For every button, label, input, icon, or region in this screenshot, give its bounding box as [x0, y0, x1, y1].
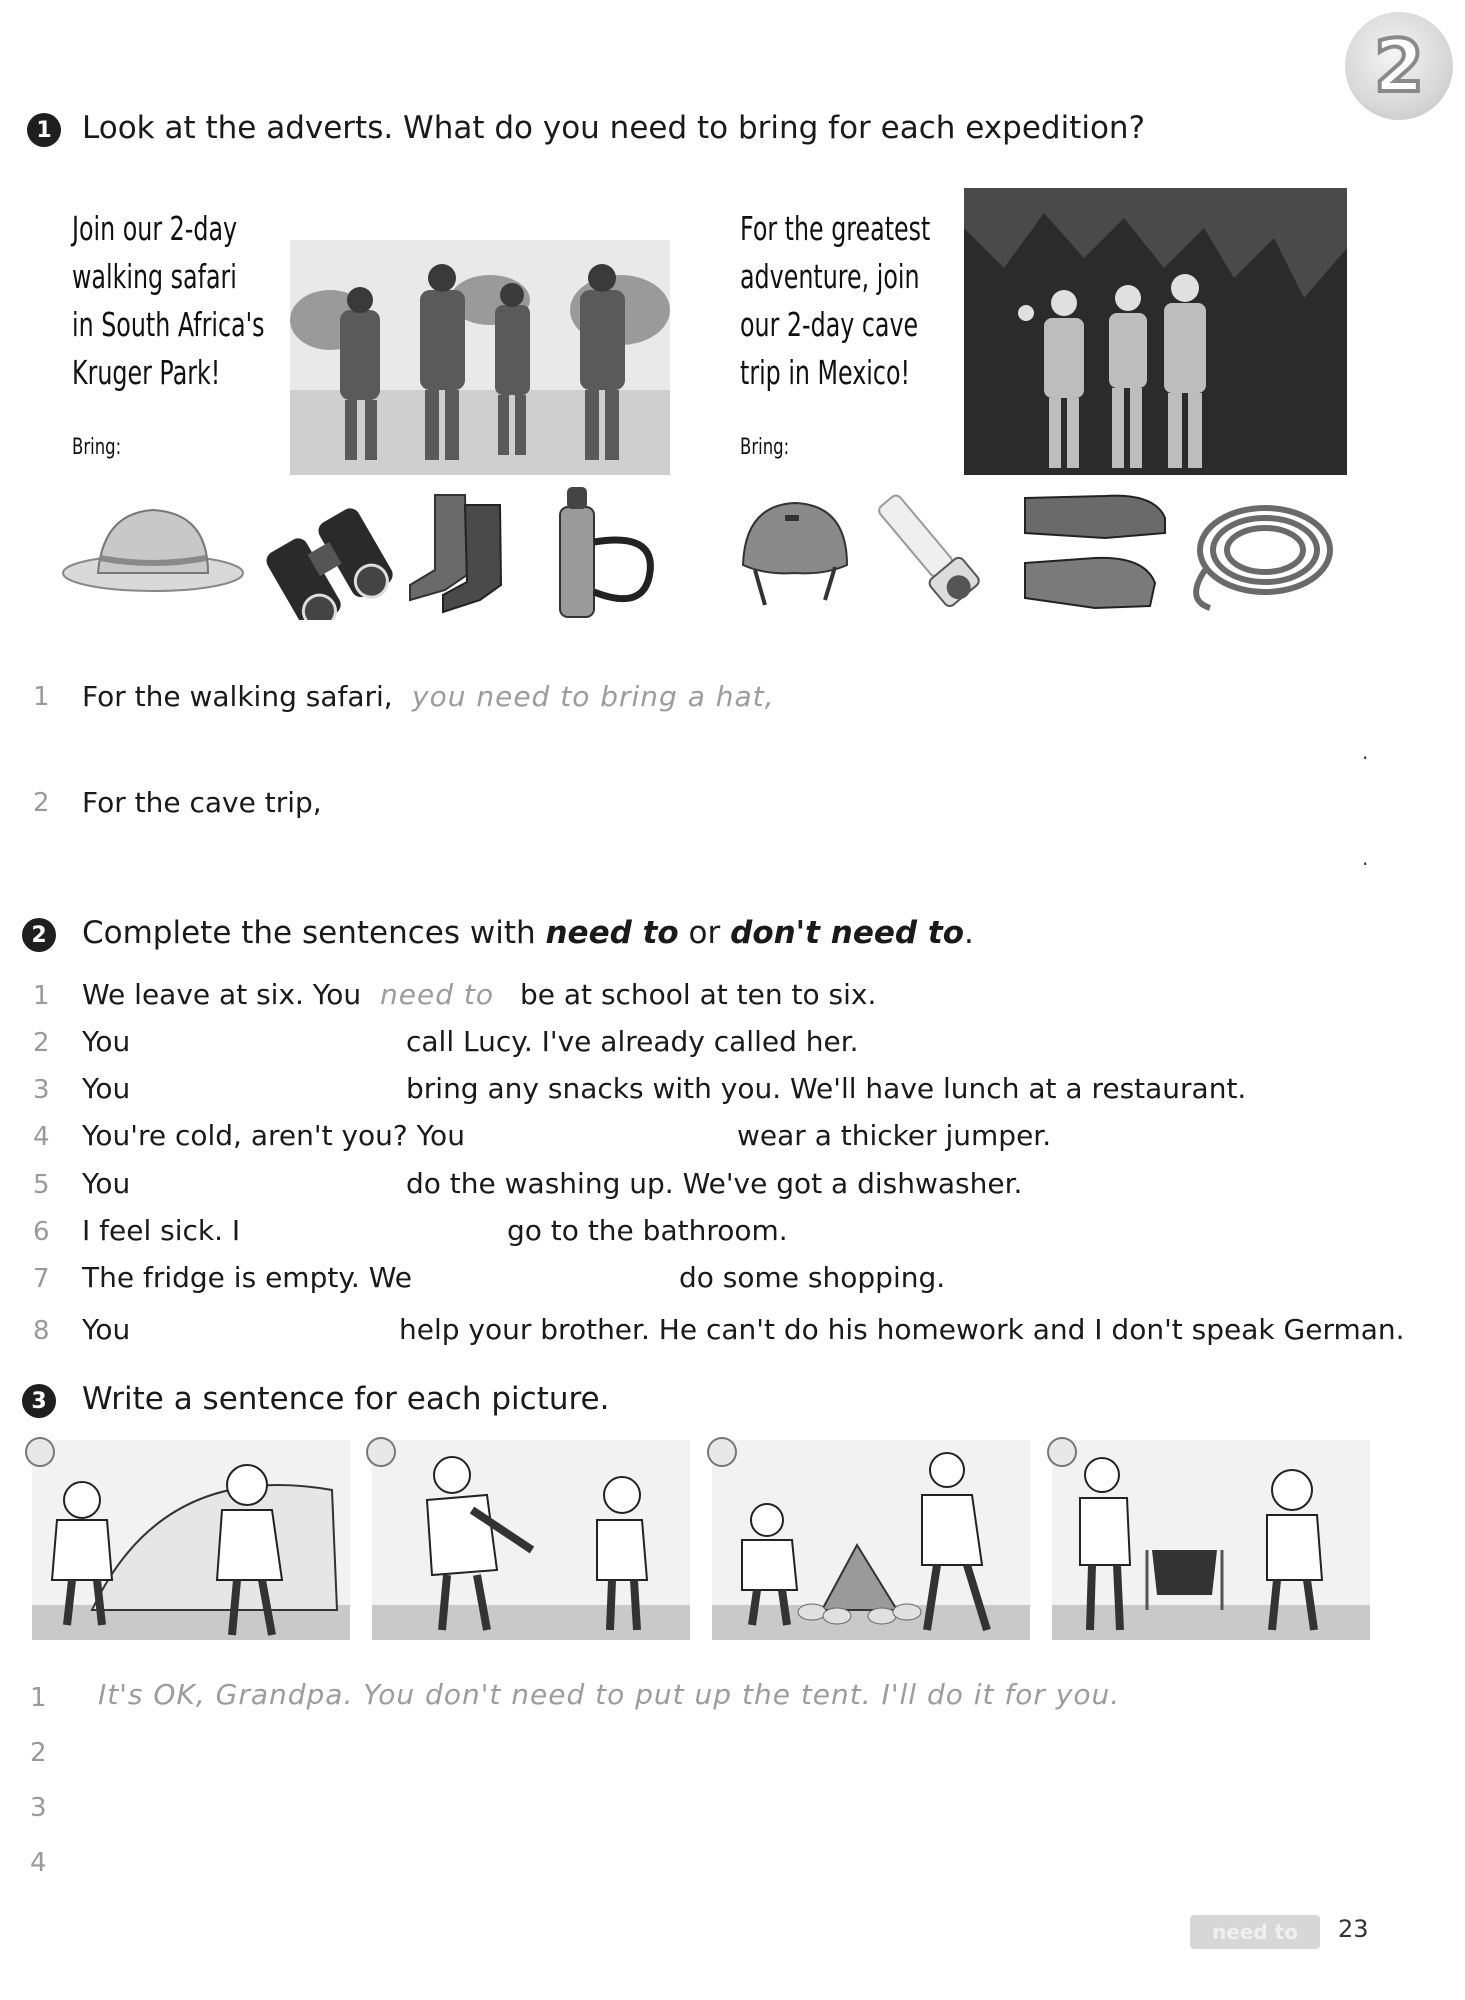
- safari-advert-text: [72, 205, 264, 397]
- instruction-text: .: [964, 915, 974, 951]
- ex3-line-number: 1: [30, 1683, 47, 1713]
- ex2-after: go to the bathroom.: [507, 1214, 788, 1247]
- ex2-before: You're cold, aren't you? You: [82, 1119, 465, 1152]
- scene-wood: [372, 1440, 690, 1640]
- exercise-2-number: 2: [22, 918, 56, 952]
- scene-fire: [712, 1440, 1030, 1640]
- scene-1-circle[interactable]: [25, 1437, 55, 1467]
- ex1-prompt: For the walking safari,: [82, 680, 393, 713]
- ex2-before: I feel sick. I: [82, 1214, 241, 1247]
- ex2-answer[interactable]: need to: [380, 978, 494, 1011]
- boots-icon: [405, 490, 520, 624]
- footer-topic-label: need to: [1190, 1915, 1320, 1949]
- instruction-emphasis: need to: [545, 915, 679, 951]
- cave-bring-label: Bring:: [740, 435, 790, 460]
- torch-icon: [875, 485, 985, 619]
- advert-line: Join our 2-day: [72, 209, 238, 248]
- ex2-before: You: [82, 1313, 131, 1346]
- advert-line: in South Africa's: [72, 305, 265, 344]
- ex2-after: help your brother. He can't do his homework and I don't speak German.: [399, 1313, 1405, 1346]
- ex2-before: You: [82, 1072, 131, 1105]
- page-number: 23: [1338, 1915, 1369, 1943]
- ex2-before: The fridge is empty. We: [82, 1261, 412, 1294]
- cave-photo: [964, 188, 1347, 475]
- advert-line: walking safari: [72, 257, 237, 296]
- exercise-2-instruction: [82, 915, 974, 951]
- ex3-line-number: 4: [30, 1848, 47, 1878]
- scene-cooking: [1052, 1440, 1370, 1640]
- unit-number: 2: [1373, 24, 1425, 108]
- ex2-after: wear a thicker jumper.: [737, 1119, 1052, 1152]
- ex2-after: do some shopping.: [679, 1261, 946, 1294]
- ex1-end-dot: .: [1362, 846, 1369, 870]
- ex2-after: be at school at ten to six.: [520, 978, 877, 1011]
- rope-icon: [1180, 490, 1340, 619]
- ex2-after: do the washing up. We've got a dishwasher.: [406, 1167, 1023, 1200]
- advert-line: For the greatest: [740, 209, 931, 248]
- ex2-line-number: 5: [33, 1170, 50, 1200]
- ex2-line-number: 6: [33, 1217, 50, 1247]
- ex2-line-number: 8: [33, 1316, 50, 1346]
- ex2-line-number: 2: [33, 1028, 50, 1058]
- water-bottle-icon: [545, 482, 665, 626]
- helmet-icon: [735, 495, 855, 619]
- scene-3-circle[interactable]: [707, 1437, 737, 1467]
- binoculars-icon: [258, 500, 398, 624]
- ex2-line-number: 7: [33, 1264, 50, 1294]
- exercise-3-number: 3: [22, 1384, 56, 1418]
- ex2-before: We leave at six. You: [82, 978, 362, 1011]
- exercise-1-number: 1: [27, 113, 61, 147]
- advert-line: Kruger Park!: [72, 353, 221, 392]
- exercise-3-instruction: Write a sentence for each picture.: [82, 1381, 610, 1417]
- scene-tent: [32, 1440, 350, 1640]
- exercise-1-instruction: Look at the adverts. What do you need to bring for each expedition?: [82, 110, 1146, 146]
- ex1-line-number: 1: [33, 682, 50, 712]
- ex1-prompt: For the cave trip,: [82, 786, 322, 819]
- ex3-answer[interactable]: It's OK, Grandpa. You don't need to put up the tent. I'll do it for you.: [98, 1678, 1121, 1711]
- ex1-end-dot: .: [1362, 740, 1369, 764]
- hat-icon: [58, 498, 248, 602]
- ex2-line-number: 3: [33, 1075, 50, 1105]
- advert-line: our 2-day cave: [740, 305, 919, 344]
- advert-line: trip in Mexico!: [740, 353, 911, 392]
- ex2-line-number: 1: [33, 981, 50, 1011]
- instruction-text: Complete the sentences with: [82, 915, 546, 951]
- gloves-icon: [1015, 488, 1175, 622]
- instruction-text: or: [678, 915, 731, 951]
- ex2-before: You: [82, 1167, 131, 1200]
- unit-badge: [1345, 12, 1453, 120]
- scene-2-circle[interactable]: [366, 1437, 396, 1467]
- scene-4-circle[interactable]: [1047, 1437, 1077, 1467]
- ex3-line-number: 2: [30, 1738, 47, 1768]
- ex2-after: call Lucy. I've already called her.: [406, 1025, 859, 1058]
- safari-photo: [290, 240, 670, 475]
- cave-advert-text: [740, 205, 930, 397]
- ex1-line-number: 2: [33, 788, 50, 818]
- ex1-answer[interactable]: you need to bring a hat,: [412, 680, 775, 713]
- ex3-line-number: 3: [30, 1793, 47, 1823]
- instruction-emphasis: don't need to: [730, 915, 965, 951]
- ex2-before: You: [82, 1025, 131, 1058]
- safari-bring-label: Bring:: [72, 435, 122, 460]
- ex2-line-number: 4: [33, 1122, 50, 1152]
- advert-line: adventure, join: [740, 257, 920, 296]
- ex2-after: bring any snacks with you. We'll have lunch at a restaurant.: [406, 1072, 1247, 1105]
